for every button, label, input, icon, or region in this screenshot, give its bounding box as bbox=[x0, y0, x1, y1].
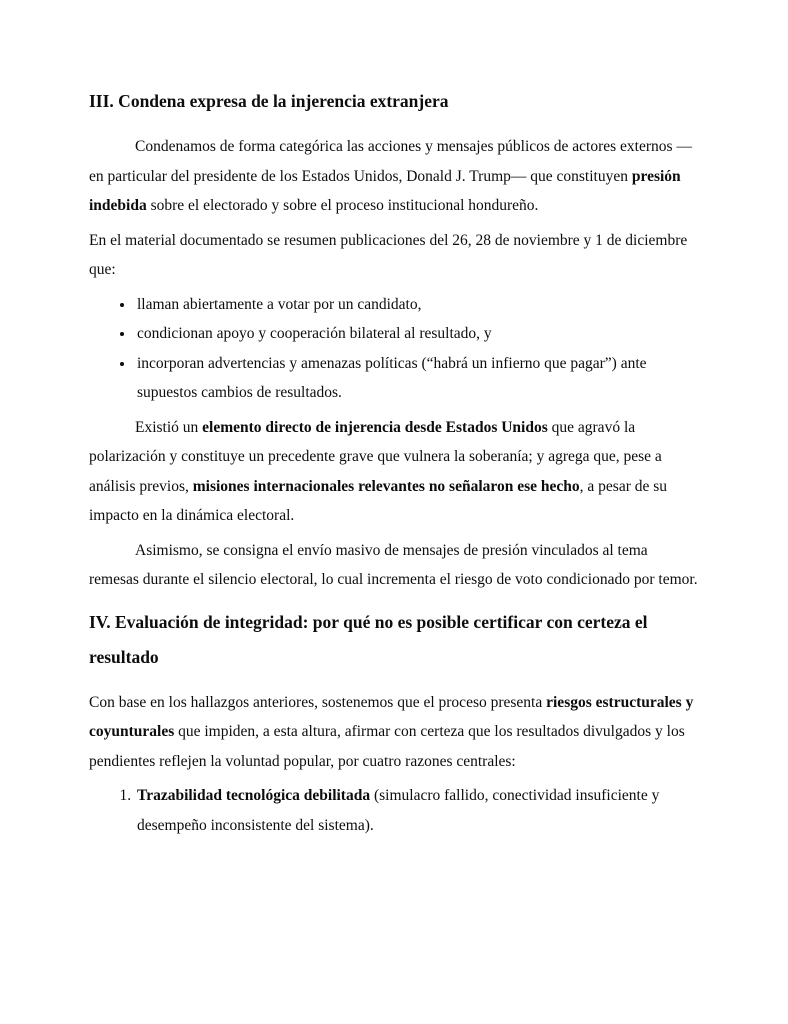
paragraph-interference: Existió un elemento directo de injerencia desde Estados Unidos que agravó la polarización y constituye un precedente grave que vulnera la soberanía; y agrega que, pese a análisis previos, misiones internacionales relevantes no señalaron ese hecho, a pesar de su impacto en la dinámica electoral. bbox=[89, 418, 668, 524]
bullet-item-conditional-support: • condicionan apoyo y cooperación bilateral al resultado, y bbox=[135, 319, 698, 349]
bullet-item-threats: • incorporan advertencias y amenazas políticas (“habrá un infierno que pagar”) ante supuestos cambios de resultados. bbox=[135, 349, 698, 408]
numbered-list-reasons bbox=[89, 781, 698, 840]
numbered-item-traceability: 1. Trazabilidad tecnológica debilitada (simulacro fallido, conectividad insuficiente y desempeño inconsistente del sistema). bbox=[135, 781, 698, 840]
bullet-list-publications bbox=[89, 290, 698, 408]
paragraph-integrity-basis: Con base en los hallazgos anteriores, sostenemos que el proceso presenta riesgos estructurales y coyunturales que impiden, a esta altura, afirmar con certeza que los resultados divulgados y los pendientes reflejen la voluntad popular, por cuatro razones centrales: bbox=[89, 693, 694, 770]
paragraph-mass-messages: Asimismo, se consigna el envío masivo de mensajes de presión vinculados al tema remesas durante el silencio electoral, lo cual incrementa el riesgo de voto condicionado por temor. bbox=[89, 541, 698, 588]
bullet-item-vote-call: • llaman abiertamente a votar por un candidato, bbox=[135, 290, 698, 320]
paragraph-condemnation: Condenamos de forma categórica las acciones y mensajes públicos de actores externos — en particular del presidente de los Estados Unidos, Donald J. Trump— que constituyen presión indebida sobre el electorado y sobre el proceso institucional hondureño. bbox=[89, 138, 692, 214]
paragraph-documented-material: En el material documentado se resumen publicaciones del 26, 28 de noviembre y 1 de diciembre que: bbox=[89, 231, 688, 278]
section-heading-iii: III. Condena expresa de la injerencia extranjera bbox=[89, 91, 449, 111]
section-heading-iv: IV. Evaluación de integridad: por qué no es posible certificar con certeza el resultado bbox=[89, 611, 648, 667]
